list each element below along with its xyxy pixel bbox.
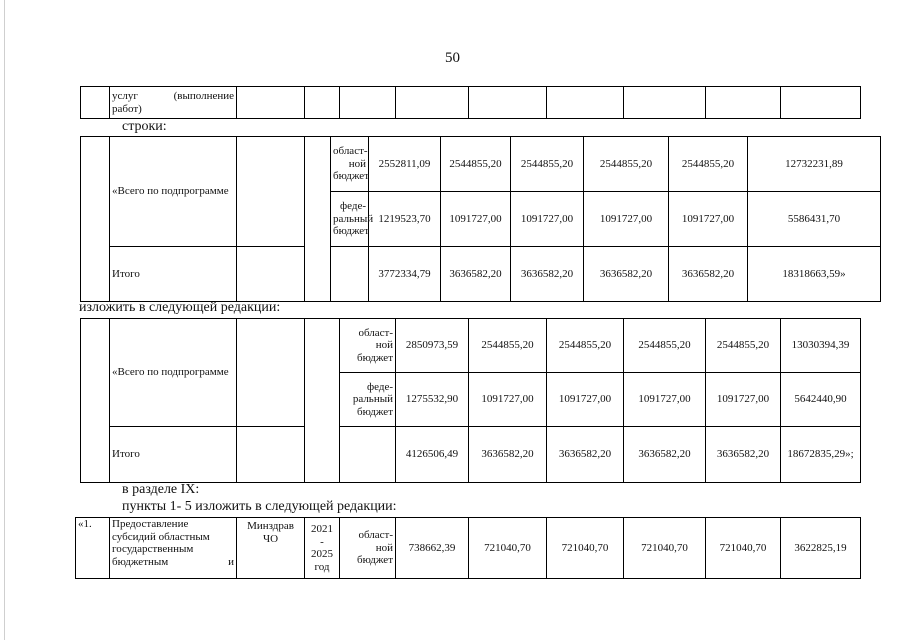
executor-line: ЧО [262,532,279,545]
value-cell: 1091727,00 [669,192,748,247]
total-value-cell: 18672835,29»; [781,427,861,483]
total-value-cell: 3636582,20 [441,247,511,302]
value-cell: 2544855,20 [706,319,781,373]
value-cell: 5586431,70 [748,192,881,247]
source-cell [340,518,396,579]
value-cell: 1091727,00 [469,373,547,427]
value-cell: 13030394,39 [781,319,861,373]
value-cell: 2544855,20 [584,137,669,192]
total-value-cell: 3636582,20 [469,427,547,483]
total-value-cell: 3636582,20 [511,247,584,302]
block-title [110,319,237,427]
total-label: Итого [110,247,237,302]
page-edge [4,0,5,640]
value-cell: 721040,70 [547,518,624,579]
empty-cell [706,87,781,119]
period-cell [305,319,340,483]
number-cell [81,137,110,302]
source-cell [340,427,396,483]
caption-new-edition: изложить в следующей редакции: [79,300,281,315]
value-cell: 2544855,20 [441,137,511,192]
description-cell [110,87,237,119]
total-value-cell: 3636582,20 [584,247,669,302]
value-cell: 5642440,90 [781,373,861,427]
total-value-cell: 3772334,79 [369,247,441,302]
value-cell: 2850973,59 [396,319,469,373]
value-cell: 2544855,20 [624,319,706,373]
block-title-text: «Всего по подпрограмме [112,366,229,379]
value-cell: 12732231,89 [748,137,881,192]
caption-points: пункты 1- 5 изложить в следующей редакции: [122,499,397,514]
description-line: Предоставление [112,518,189,530]
source-cell [331,192,374,247]
value-cell: 2544855,20 [669,137,748,192]
empty-cell [340,87,396,119]
period-line: год [314,560,330,573]
empty-cell [547,87,624,119]
description-line: государственным [112,543,194,555]
caption-rows: строки: [122,119,167,134]
description-line: услуг (выполнение [112,90,234,102]
total-value-cell: 3636582,20 [624,427,706,483]
description-line: субсидий областным [112,530,210,543]
old-totals-table [80,136,881,302]
value-cell: 1275532,90 [396,373,469,427]
source-line: бюджет [333,170,369,183]
executor-cell [237,518,305,579]
executor-cell [237,137,305,247]
period-cell [305,137,331,302]
new-totals-table [80,318,861,483]
block-title [110,137,237,247]
description-line: работ) [112,102,142,115]
row-number: «1. [76,518,110,579]
source-line: феде- [339,200,366,213]
source-line: бюджет [357,351,393,364]
executor-cell [237,427,305,483]
value-cell: 3622825,19 [781,518,861,579]
value-cell: 1091727,00 [584,192,669,247]
value-cell: 1091727,00 [706,373,781,427]
source-line: бюджет [357,405,393,418]
top-fragment-table [80,86,861,119]
empty-cell [624,87,706,119]
source-line: област- [358,529,393,542]
value-cell: 721040,70 [706,518,781,579]
total-value-cell: 18318663,59» [748,247,881,302]
value-cell: 1219523,70 [369,192,441,247]
source-line: ной [375,339,393,352]
value-cell: 1091727,00 [547,373,624,427]
empty-cell [781,87,861,119]
empty-cell [469,87,547,119]
source-line: ральный [333,212,374,225]
empty-cell [305,87,340,119]
page-number: 50 [445,50,460,66]
source-line: ральный [352,393,393,406]
total-value-cell: 4126506,49 [396,427,469,483]
source-line: област- [358,326,393,339]
executor-line: Минздрав [247,520,294,532]
empty-cell [396,87,469,119]
source-cell [340,319,396,373]
value-cell: 1091727,00 [511,192,584,247]
value-cell: 721040,70 [469,518,547,579]
caption-section-ix: в разделе IX: [122,482,200,497]
source-line: бюджет [333,225,369,238]
period-line: - [320,535,324,548]
period-cell [305,518,340,579]
total-value-cell: 3636582,20 [706,427,781,483]
source-line: област- [333,145,368,158]
source-cell [331,137,369,192]
block-title-text: «Всего по подпрограмме [112,185,229,198]
section-ix-table [75,517,861,579]
empty-cell [237,87,305,119]
value-cell: 2544855,20 [469,319,547,373]
period-line: 2025 [311,548,333,560]
source-cell [340,373,396,427]
total-value-cell: 3636582,20 [547,427,624,483]
period-line: 2021 [311,523,333,535]
value-cell: 2544855,20 [547,319,624,373]
value-cell: 738662,39 [396,518,469,579]
value-cell: 721040,70 [624,518,706,579]
source-line: бюджет [357,554,393,567]
number-cell [81,87,110,119]
value-cell: 2544855,20 [511,137,584,192]
value-cell: 1091727,00 [441,192,511,247]
source-line: ной [375,541,393,554]
value-cell: 1091727,00 [624,373,706,427]
total-label: Итого [110,427,237,483]
source-line: феде- [366,380,393,393]
executor-cell [237,247,305,302]
source-cell [331,247,369,302]
executor-cell [237,319,305,427]
number-cell [81,319,110,483]
description-cell [110,518,237,579]
value-cell: 2552811,09 [369,137,441,192]
description-line: бюджетным и [112,555,234,568]
total-value-cell: 3636582,20 [669,247,748,302]
source-line: ной [348,157,366,170]
